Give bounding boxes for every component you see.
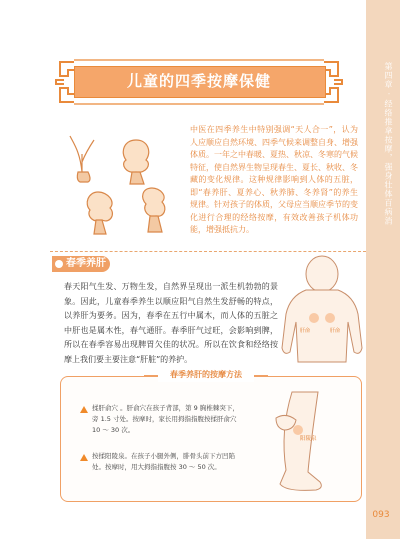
four-seasons-trees-illustration [64, 122, 184, 242]
leg-massage-illustration [246, 388, 360, 496]
child-back-illustration [276, 252, 366, 374]
section-bullet-icon [55, 260, 63, 268]
section-heading-text: 春季养肝 [66, 258, 106, 269]
section-heading [52, 256, 110, 272]
back-acupoint-label-left: 肝俞 [300, 328, 311, 334]
body-paragraph: 春天阳气生发、万物生发，自然界呈现出一派生机勃勃的景象。因此，儿童春季养生以顺应阳气自然生发舒畅的特点，以养肝为要务。因为，春季在五行中属木，而人体的五脏之中肝也是属木性，春气通肝。春季肝气过旺，会影响到脾，所以在春季容易出现脾胃欠佳的状况。所以在饮食和经络按摩上我们要主要注意“肝脏”的养护。 [64, 282, 278, 364]
title-banner [54, 56, 344, 108]
step-2-bullet-icon [80, 454, 88, 461]
intro-paragraph: 中医在四季养生中特别强调“天人合一”，认为人应顺应自然环境、四季气候来调整自身、增强体质。一年之中春暖、夏热、秋凉、冬寒的气候特征，使自然界生物呈现春生、夏长、秋收、冬藏的变化规律。这种规律影响到人体的五脏，即“春养肝、夏养心、秋养肺、冬养肾”的养生规律。针对孩子的体质，父母应当顺应季节的变化进行合理的经络按摩，有效改善孩子机体功能，增强抵抗力。 [190, 125, 358, 234]
leg-acupoint-label: 阳陵泉 [300, 436, 317, 442]
back-acupoint-label-right: 肝俞 [330, 328, 341, 334]
method-step-2: 按揉阳陵泉。在孩子小腿外侧，腓骨头前下方凹陷处。按摩时，用大拇指指腹按 30 ～ 50 次。 [92, 452, 235, 471]
method-title: 春季养肝的按摩方法 [158, 368, 254, 382]
page-number: 093 [372, 510, 390, 520]
step-1-bullet-icon [80, 406, 88, 413]
page-title: 儿童的四季按摩保健 [126, 72, 271, 90]
chapter-sidebar-text: 第四章 · 经络推拿按摩，强身壮体百病消 [384, 62, 393, 226]
method-step-1: 揉肝俞穴 。肝俞穴在孩子背部，第 9 胸椎棘突下，旁 1.5 寸处。按摩时，家长用拇指指腹按揉肝俞穴 10 ～ 30 次。 [92, 404, 239, 434]
